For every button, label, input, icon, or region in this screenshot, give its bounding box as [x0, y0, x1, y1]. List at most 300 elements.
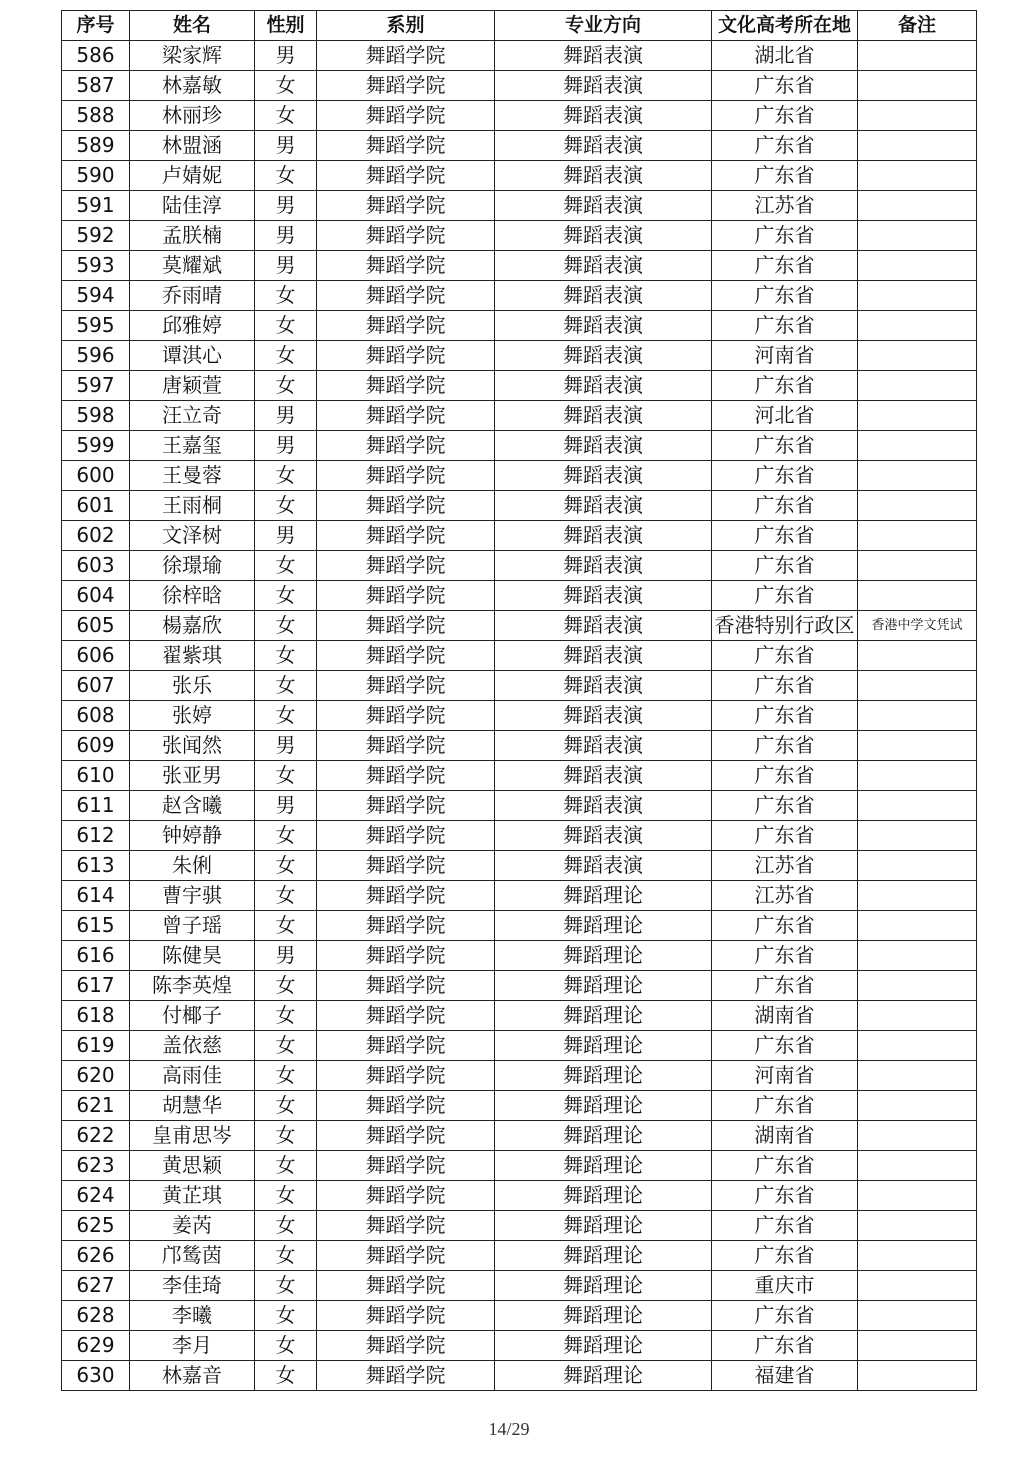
cell-exam-location: 广东省 — [712, 671, 858, 701]
cell-index: 621 — [62, 1091, 130, 1121]
cell-name: 汪立奇 — [130, 401, 255, 431]
table-row — [62, 1001, 977, 1031]
table-row — [62, 71, 977, 101]
table-row — [62, 731, 977, 761]
cell-index: 629 — [62, 1331, 130, 1361]
cell-note — [858, 581, 977, 611]
cell-gender: 男 — [255, 521, 317, 551]
cell-gender: 女 — [255, 1241, 317, 1271]
cell-department: 舞蹈学院 — [317, 611, 495, 641]
cell-gender: 女 — [255, 101, 317, 131]
cell-note — [858, 1301, 977, 1331]
cell-major: 舞蹈表演 — [495, 731, 712, 761]
cell-exam-location: 河南省 — [712, 1061, 858, 1091]
cell-note — [858, 701, 977, 731]
cell-gender: 女 — [255, 1331, 317, 1361]
cell-name: 楊嘉欣 — [130, 611, 255, 641]
cell-index: 594 — [62, 281, 130, 311]
cell-major: 舞蹈理论 — [495, 1271, 712, 1301]
cell-gender: 女 — [255, 341, 317, 371]
table-row — [62, 821, 977, 851]
cell-exam-location: 广东省 — [712, 1211, 858, 1241]
cell-note — [858, 371, 977, 401]
cell-note — [858, 71, 977, 101]
cell-exam-location: 湖北省 — [712, 41, 858, 71]
table-row — [62, 401, 977, 431]
cell-gender: 男 — [255, 401, 317, 431]
header-index: 序号 — [62, 11, 130, 41]
cell-name: 黄芷琪 — [130, 1181, 255, 1211]
cell-exam-location: 广东省 — [712, 521, 858, 551]
cell-major: 舞蹈理论 — [495, 1211, 712, 1241]
table-header-row — [62, 11, 977, 41]
cell-department: 舞蹈学院 — [317, 641, 495, 671]
cell-major: 舞蹈表演 — [495, 491, 712, 521]
table-row — [62, 251, 977, 281]
table-row — [62, 1121, 977, 1151]
table-row — [62, 1181, 977, 1211]
cell-gender: 男 — [255, 791, 317, 821]
cell-index: 596 — [62, 341, 130, 371]
cell-exam-location: 广东省 — [712, 641, 858, 671]
cell-gender: 女 — [255, 551, 317, 581]
cell-gender: 女 — [255, 1001, 317, 1031]
cell-index: 617 — [62, 971, 130, 1001]
cell-major: 舞蹈表演 — [495, 281, 712, 311]
cell-name: 王雨桐 — [130, 491, 255, 521]
cell-major: 舞蹈表演 — [495, 341, 712, 371]
cell-name: 乔雨晴 — [130, 281, 255, 311]
table-row — [62, 1301, 977, 1331]
cell-exam-location: 河南省 — [712, 341, 858, 371]
cell-gender: 女 — [255, 1301, 317, 1331]
cell-major: 舞蹈理论 — [495, 941, 712, 971]
cell-exam-location: 广东省 — [712, 161, 858, 191]
cell-name: 曹宇骐 — [130, 881, 255, 911]
cell-name: 张亚男 — [130, 761, 255, 791]
table-row — [62, 701, 977, 731]
cell-note — [858, 731, 977, 761]
cell-gender: 女 — [255, 311, 317, 341]
cell-name: 孟朕楠 — [130, 221, 255, 251]
cell-department: 舞蹈学院 — [317, 1181, 495, 1211]
cell-major: 舞蹈理论 — [495, 1001, 712, 1031]
cell-department: 舞蹈学院 — [317, 431, 495, 461]
cell-index: 624 — [62, 1181, 130, 1211]
cell-note — [858, 221, 977, 251]
cell-note — [858, 161, 977, 191]
cell-gender: 女 — [255, 761, 317, 791]
cell-index: 586 — [62, 41, 130, 71]
cell-name: 徐梓晗 — [130, 581, 255, 611]
cell-note — [858, 1091, 977, 1121]
cell-note — [858, 671, 977, 701]
table-row — [62, 1361, 977, 1391]
cell-major: 舞蹈表演 — [495, 581, 712, 611]
table-row — [62, 1331, 977, 1361]
cell-index: 612 — [62, 821, 130, 851]
table-row — [62, 491, 977, 521]
table-row — [62, 761, 977, 791]
cell-gender: 女 — [255, 911, 317, 941]
cell-index: 592 — [62, 221, 130, 251]
cell-department: 舞蹈学院 — [317, 1271, 495, 1301]
table-row — [62, 341, 977, 371]
cell-index: 606 — [62, 641, 130, 671]
cell-index: 588 — [62, 101, 130, 131]
cell-note — [858, 551, 977, 581]
cell-department: 舞蹈学院 — [317, 101, 495, 131]
cell-name: 林丽珍 — [130, 101, 255, 131]
cell-name: 皇甫思岑 — [130, 1121, 255, 1151]
cell-gender: 女 — [255, 701, 317, 731]
cell-index: 601 — [62, 491, 130, 521]
cell-gender: 女 — [255, 1121, 317, 1151]
table-row — [62, 1091, 977, 1121]
cell-major: 舞蹈理论 — [495, 971, 712, 1001]
cell-major: 舞蹈表演 — [495, 761, 712, 791]
cell-major: 舞蹈理论 — [495, 1241, 712, 1271]
table-row — [62, 581, 977, 611]
cell-department: 舞蹈学院 — [317, 1061, 495, 1091]
cell-gender: 女 — [255, 641, 317, 671]
cell-exam-location: 广东省 — [712, 1241, 858, 1271]
cell-note — [858, 821, 977, 851]
cell-major: 舞蹈表演 — [495, 131, 712, 161]
cell-note — [858, 911, 977, 941]
cell-gender: 男 — [255, 431, 317, 461]
cell-note: 香港中学文凭试 — [858, 611, 977, 641]
cell-gender: 女 — [255, 1271, 317, 1301]
table-row — [62, 431, 977, 461]
cell-major: 舞蹈理论 — [495, 1061, 712, 1091]
cell-exam-location: 广东省 — [712, 311, 858, 341]
cell-major: 舞蹈表演 — [495, 71, 712, 101]
table-row — [62, 1061, 977, 1091]
cell-department: 舞蹈学院 — [317, 971, 495, 1001]
cell-name: 陈健昊 — [130, 941, 255, 971]
cell-name: 陆佳淳 — [130, 191, 255, 221]
cell-major: 舞蹈表演 — [495, 641, 712, 671]
cell-exam-location: 广东省 — [712, 941, 858, 971]
cell-exam-location: 广东省 — [712, 371, 858, 401]
cell-department: 舞蹈学院 — [317, 491, 495, 521]
cell-gender: 女 — [255, 851, 317, 881]
cell-department: 舞蹈学院 — [317, 731, 495, 761]
cell-index: 626 — [62, 1241, 130, 1271]
cell-name: 唐颖萱 — [130, 371, 255, 401]
cell-name: 王嘉玺 — [130, 431, 255, 461]
table-row — [62, 611, 977, 641]
cell-major: 舞蹈理论 — [495, 1181, 712, 1211]
table-row — [62, 1031, 977, 1061]
cell-gender: 女 — [255, 371, 317, 401]
cell-major: 舞蹈理论 — [495, 1301, 712, 1331]
cell-index: 625 — [62, 1211, 130, 1241]
cell-department: 舞蹈学院 — [317, 1211, 495, 1241]
cell-name: 张婷 — [130, 701, 255, 731]
cell-exam-location: 广东省 — [712, 101, 858, 131]
cell-department: 舞蹈学院 — [317, 1121, 495, 1151]
cell-exam-location: 湖南省 — [712, 1121, 858, 1151]
cell-gender: 女 — [255, 161, 317, 191]
cell-index: 613 — [62, 851, 130, 881]
cell-exam-location: 广东省 — [712, 431, 858, 461]
cell-exam-location: 广东省 — [712, 1091, 858, 1121]
table-row — [62, 101, 977, 131]
cell-exam-location: 湖南省 — [712, 1001, 858, 1031]
cell-exam-location: 广东省 — [712, 1331, 858, 1361]
cell-exam-location: 广东省 — [712, 1181, 858, 1211]
cell-major: 舞蹈表演 — [495, 41, 712, 71]
cell-gender: 女 — [255, 1091, 317, 1121]
cell-major: 舞蹈理论 — [495, 1331, 712, 1361]
cell-department: 舞蹈学院 — [317, 551, 495, 581]
cell-index: 618 — [62, 1001, 130, 1031]
cell-department: 舞蹈学院 — [317, 41, 495, 71]
cell-major: 舞蹈表演 — [495, 401, 712, 431]
cell-exam-location: 广东省 — [712, 491, 858, 521]
cell-index: 589 — [62, 131, 130, 161]
table-row — [62, 521, 977, 551]
cell-index: 614 — [62, 881, 130, 911]
cell-note — [858, 1211, 977, 1241]
cell-major: 舞蹈理论 — [495, 911, 712, 941]
cell-gender: 女 — [255, 671, 317, 701]
cell-department: 舞蹈学院 — [317, 911, 495, 941]
cell-gender: 男 — [255, 251, 317, 281]
header-note: 备注 — [858, 11, 977, 41]
cell-note — [858, 461, 977, 491]
cell-index: 607 — [62, 671, 130, 701]
cell-major: 舞蹈理论 — [495, 1151, 712, 1181]
cell-note — [858, 1001, 977, 1031]
cell-major: 舞蹈理论 — [495, 1121, 712, 1151]
cell-name: 付椰子 — [130, 1001, 255, 1031]
cell-index: 603 — [62, 551, 130, 581]
cell-department: 舞蹈学院 — [317, 71, 495, 101]
cell-exam-location: 广东省 — [712, 461, 858, 491]
cell-department: 舞蹈学院 — [317, 1001, 495, 1031]
cell-department: 舞蹈学院 — [317, 371, 495, 401]
cell-name: 徐璟瑜 — [130, 551, 255, 581]
table-row — [62, 371, 977, 401]
cell-gender: 女 — [255, 1061, 317, 1091]
cell-note — [858, 131, 977, 161]
cell-department: 舞蹈学院 — [317, 401, 495, 431]
header-department: 系别 — [317, 11, 495, 41]
cell-major: 舞蹈理论 — [495, 1091, 712, 1121]
cell-exam-location: 福建省 — [712, 1361, 858, 1391]
cell-major: 舞蹈表演 — [495, 251, 712, 281]
cell-major: 舞蹈表演 — [495, 611, 712, 641]
cell-exam-location: 广东省 — [712, 821, 858, 851]
cell-name: 陈李英煌 — [130, 971, 255, 1001]
cell-note — [858, 251, 977, 281]
cell-department: 舞蹈学院 — [317, 1301, 495, 1331]
cell-major: 舞蹈表演 — [495, 431, 712, 461]
cell-name: 张乐 — [130, 671, 255, 701]
cell-department: 舞蹈学院 — [317, 851, 495, 881]
cell-gender: 女 — [255, 461, 317, 491]
cell-index: 597 — [62, 371, 130, 401]
cell-index: 628 — [62, 1301, 130, 1331]
table-row — [62, 461, 977, 491]
cell-gender: 女 — [255, 971, 317, 1001]
cell-exam-location: 广东省 — [712, 971, 858, 1001]
cell-note — [858, 191, 977, 221]
cell-department: 舞蹈学院 — [317, 221, 495, 251]
cell-index: 611 — [62, 791, 130, 821]
cell-index: 622 — [62, 1121, 130, 1151]
cell-gender: 男 — [255, 191, 317, 221]
cell-exam-location: 广东省 — [712, 551, 858, 581]
cell-name: 林盟涵 — [130, 131, 255, 161]
cell-exam-location: 广东省 — [712, 251, 858, 281]
cell-department: 舞蹈学院 — [317, 761, 495, 791]
table-row — [62, 1151, 977, 1181]
cell-name: 翟紫琪 — [130, 641, 255, 671]
cell-gender: 女 — [255, 281, 317, 311]
cell-major: 舞蹈表演 — [495, 671, 712, 701]
cell-note — [858, 971, 977, 1001]
cell-department: 舞蹈学院 — [317, 521, 495, 551]
cell-note — [858, 431, 977, 461]
table-row — [62, 911, 977, 941]
cell-note — [858, 851, 977, 881]
cell-name: 梁家辉 — [130, 41, 255, 71]
table-row — [62, 191, 977, 221]
table-row — [62, 851, 977, 881]
cell-index: 615 — [62, 911, 130, 941]
cell-name: 黄思颖 — [130, 1151, 255, 1181]
cell-major: 舞蹈表演 — [495, 521, 712, 551]
cell-department: 舞蹈学院 — [317, 1331, 495, 1361]
table-row — [62, 641, 977, 671]
cell-index: 609 — [62, 731, 130, 761]
cell-major: 舞蹈表演 — [495, 701, 712, 731]
cell-exam-location: 香港特别行政区 — [712, 611, 858, 641]
cell-major: 舞蹈表演 — [495, 791, 712, 821]
cell-gender: 女 — [255, 581, 317, 611]
cell-index: 591 — [62, 191, 130, 221]
cell-name: 姜芮 — [130, 1211, 255, 1241]
cell-department: 舞蹈学院 — [317, 1241, 495, 1271]
cell-index: 604 — [62, 581, 130, 611]
cell-name: 卢婧妮 — [130, 161, 255, 191]
cell-exam-location: 广东省 — [712, 731, 858, 761]
table-row — [62, 1271, 977, 1301]
cell-department: 舞蹈学院 — [317, 671, 495, 701]
cell-name: 高雨佳 — [130, 1061, 255, 1091]
header-exam-location: 文化高考所在地 — [712, 11, 858, 41]
cell-name: 曾子瑶 — [130, 911, 255, 941]
cell-major: 舞蹈表演 — [495, 191, 712, 221]
cell-index: 630 — [62, 1361, 130, 1391]
cell-gender: 女 — [255, 1181, 317, 1211]
cell-name: 朱俐 — [130, 851, 255, 881]
cell-gender: 男 — [255, 941, 317, 971]
cell-note — [858, 791, 977, 821]
cell-name: 林嘉敏 — [130, 71, 255, 101]
cell-note — [858, 761, 977, 791]
cell-index: 620 — [62, 1061, 130, 1091]
cell-gender: 女 — [255, 611, 317, 641]
table-row — [62, 311, 977, 341]
cell-department: 舞蹈学院 — [317, 1151, 495, 1181]
table-row — [62, 671, 977, 701]
cell-major: 舞蹈表演 — [495, 551, 712, 581]
cell-exam-location: 江苏省 — [712, 191, 858, 221]
cell-major: 舞蹈表演 — [495, 101, 712, 131]
cell-index: 610 — [62, 761, 130, 791]
cell-department: 舞蹈学院 — [317, 1031, 495, 1061]
cell-name: 钟婷静 — [130, 821, 255, 851]
table-row — [62, 881, 977, 911]
cell-gender: 女 — [255, 1211, 317, 1241]
cell-name: 邱雅婷 — [130, 311, 255, 341]
cell-note — [858, 1151, 977, 1181]
cell-gender: 男 — [255, 41, 317, 71]
cell-name: 莫耀斌 — [130, 251, 255, 281]
cell-note — [858, 1181, 977, 1211]
cell-department: 舞蹈学院 — [317, 161, 495, 191]
cell-department: 舞蹈学院 — [317, 881, 495, 911]
cell-note — [858, 101, 977, 131]
cell-index: 595 — [62, 311, 130, 341]
cell-name: 李佳琦 — [130, 1271, 255, 1301]
cell-exam-location: 广东省 — [712, 1031, 858, 1061]
cell-index: 623 — [62, 1151, 130, 1181]
table-row — [62, 551, 977, 581]
cell-gender: 女 — [255, 1031, 317, 1061]
table-row — [62, 281, 977, 311]
cell-gender: 女 — [255, 881, 317, 911]
cell-exam-location: 广东省 — [712, 701, 858, 731]
cell-index: 593 — [62, 251, 130, 281]
cell-exam-location: 广东省 — [712, 281, 858, 311]
cell-note — [858, 641, 977, 671]
cell-exam-location: 广东省 — [712, 911, 858, 941]
cell-index: 602 — [62, 521, 130, 551]
cell-gender: 男 — [255, 221, 317, 251]
cell-name: 邝鸶茵 — [130, 1241, 255, 1271]
cell-index: 599 — [62, 431, 130, 461]
cell-exam-location: 河北省 — [712, 401, 858, 431]
table-row — [62, 161, 977, 191]
cell-index: 608 — [62, 701, 130, 731]
cell-exam-location: 江苏省 — [712, 851, 858, 881]
cell-major: 舞蹈表演 — [495, 821, 712, 851]
cell-department: 舞蹈学院 — [317, 251, 495, 281]
table-row — [62, 971, 977, 1001]
cell-major: 舞蹈理论 — [495, 881, 712, 911]
cell-department: 舞蹈学院 — [317, 461, 495, 491]
cell-department: 舞蹈学院 — [317, 941, 495, 971]
cell-name: 王曼蓉 — [130, 461, 255, 491]
cell-index: 616 — [62, 941, 130, 971]
cell-name: 林嘉音 — [130, 1361, 255, 1391]
cell-note — [858, 1361, 977, 1391]
cell-department: 舞蹈学院 — [317, 191, 495, 221]
cell-index: 587 — [62, 71, 130, 101]
cell-note — [858, 1031, 977, 1061]
cell-note — [858, 341, 977, 371]
cell-department: 舞蹈学院 — [317, 311, 495, 341]
cell-department: 舞蹈学院 — [317, 581, 495, 611]
table-row — [62, 41, 977, 71]
cell-note — [858, 1061, 977, 1091]
